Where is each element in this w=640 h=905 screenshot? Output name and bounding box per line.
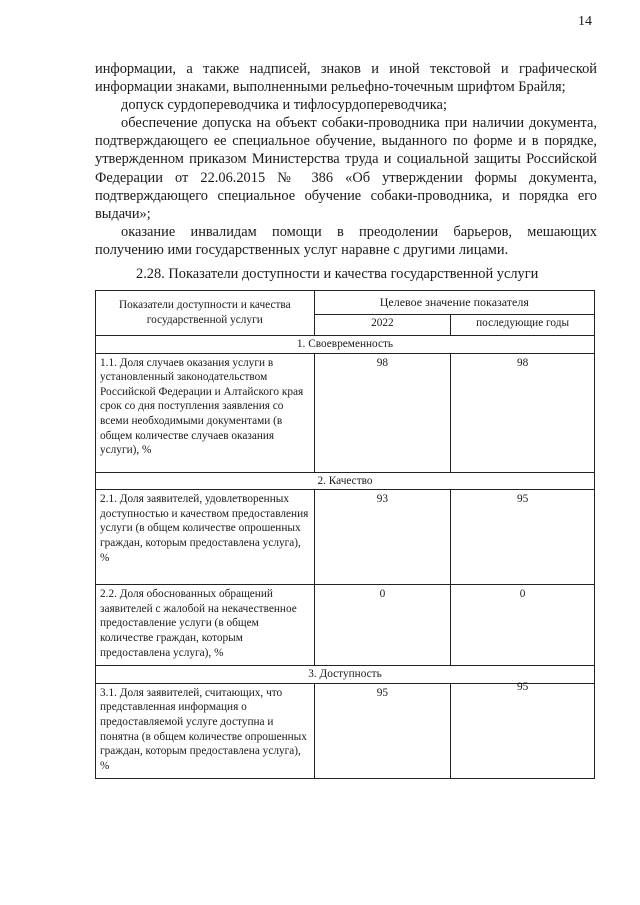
table-row [96,683,595,778]
group-title: 2. Качество [96,472,595,490]
group-title: 1. Своевременность [96,336,595,354]
group-title: 3. Доступность [96,666,595,684]
paragraph-sign-interpreter: допуск сурдопереводчика и тифлосурдопереводчика; [121,97,447,114]
value-next-years: 98 [451,353,595,472]
section-heading: 2.28. Показатели доступности и качества государственной услуги [136,266,539,282]
indicators-table [95,290,595,779]
indicator-label: 2.1. Доля заявителей, удовлетворенных доступностью и качеством предоставления услуги (в общем количестве опрошенных граждан, которым предоставлена услуга), % [96,490,315,585]
value-2022: 95 [314,683,451,778]
paragraph-guide-dog: обеспечение допуска на объект собаки-проводника при наличии документа, подтверждающего ее специальное обучение, выданного по форме и в порядке, утвержденном приказом Министерства труда и социальной защиты Российской Федерации от 22.06.2015 № 386 «Об утверждении формы документа, подтверждающего специальное обучение собаки-проводника, и порядка его выдачи»; [95,115,597,222]
table-row [96,353,595,472]
value-next-years [451,680,595,778]
value-2022: 98 [314,353,451,472]
table-header-row [96,291,595,315]
indicator-label: 2.2. Доля обоснованных обращений заявителей с жалобой на некачественное предоставление услуги (в общем количестве граждан, которым предоставлена услуга), % [96,585,315,666]
header-year-next: последующие годы [451,314,595,335]
table-row [96,490,595,585]
paragraph-braille: информации, а также надписей, знаков и иной текстовой и графической информации знаками, выполненными рельефно-точечным шрифтом Брайля; [95,61,597,96]
value-2022: 0 [314,585,451,666]
body-text [95,60,597,259]
table-row [96,585,595,666]
value-next-years: 0 [451,585,595,666]
header-year-2022: 2022 [314,314,451,335]
page-number: 14 [578,14,592,29]
indicator-label: 3.1. Доля заявителей, считающих, что представленная информация о предоставляемой услуге доступна и понятна (в общем количестве опрошенных граждан, которым предоставлена услуга), % [96,683,315,778]
value-next-years-text: 95 [516,680,529,693]
value-2022: 93 [314,490,451,585]
header-indicator: Показатели доступности и качества государственной услуги [96,291,315,336]
indicator-label: 1.1. Доля случаев оказания услуги в установленный законодательством Российской Федерации и Алтайского края срок со дня поступления заявления со всеми необходимыми документами (в общем количестве случаев оказания услуги), % [96,353,315,472]
group-row-timeliness [96,336,595,354]
value-next-years: 95 [451,490,595,585]
group-row-quality [96,472,595,490]
paragraph-assistance: оказание инвалидам помощи в преодолении барьеров, мешающих получению ими государственных услуг наравне с другими лицами. [95,223,597,258]
header-target-value: Целевое значение показателя [314,291,594,315]
